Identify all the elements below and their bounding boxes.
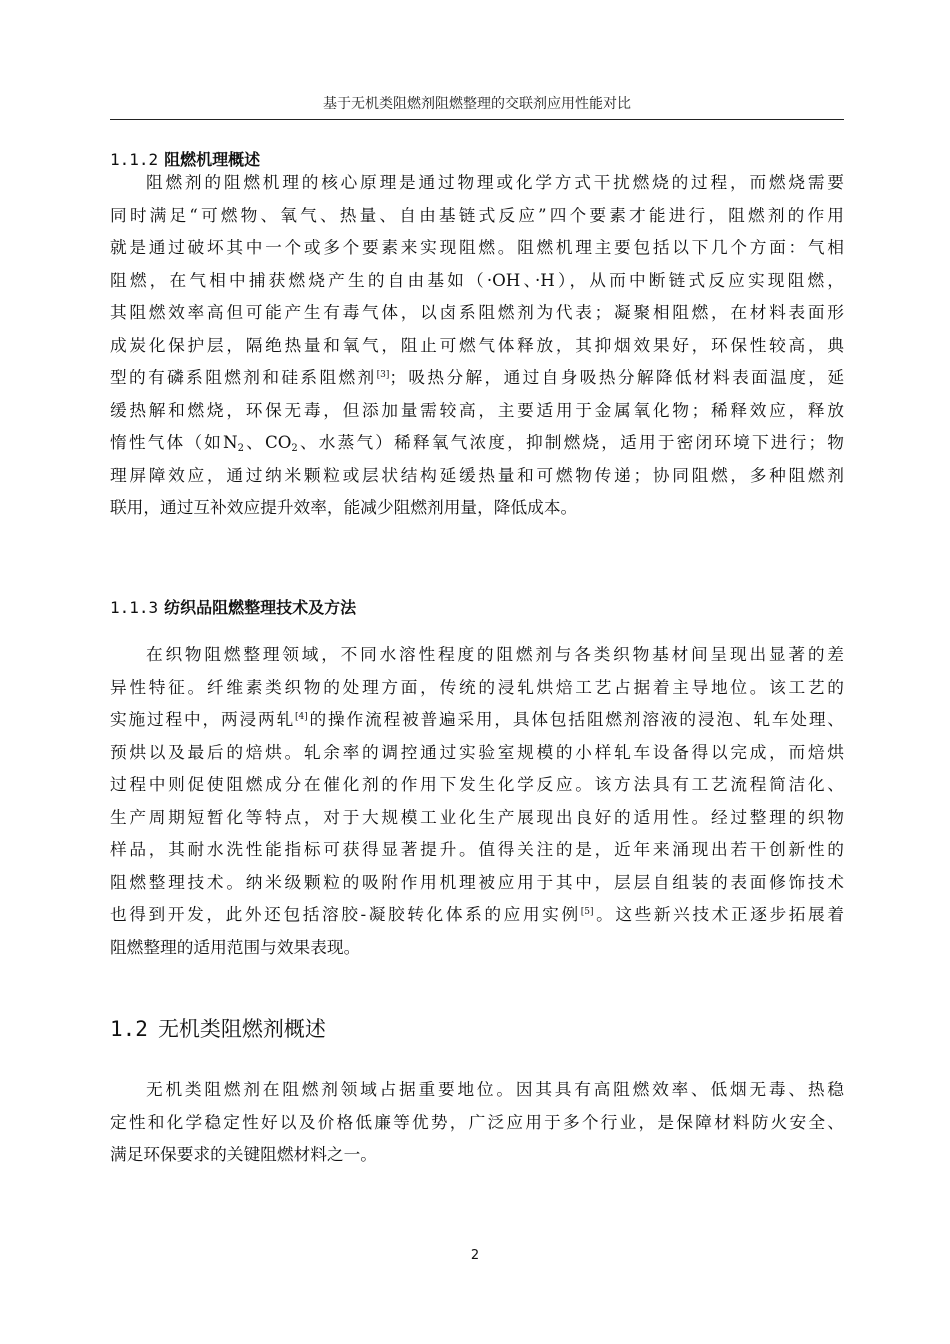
text-segment: 惰性气体（如N xyxy=(110,432,238,452)
section-heading-1-1-3 xyxy=(110,598,356,618)
text-segment: 的操作流程被普遍采用，具体包括阻燃剂溶液的浸泡、轧车处理、 xyxy=(307,709,844,729)
text-line xyxy=(110,898,844,931)
paragraph-inorganic-overview xyxy=(110,1073,844,1171)
text-segment: 、CO xyxy=(243,432,292,452)
citation-3: [3] xyxy=(376,370,390,380)
header-divider xyxy=(110,119,844,120)
section-number: 1.1.2 xyxy=(110,150,159,169)
section-number: 1.2 xyxy=(110,1017,148,1041)
text-line: 预烘以及最后的焙烘。轧余率的调控通过实验室规模的小样轧车设备得以完成，而焙烘 xyxy=(110,741,844,762)
subscript: 2 xyxy=(291,443,298,454)
text-line xyxy=(110,703,844,736)
text-line: 阻燃整理的适用范围与效果表现。 xyxy=(110,936,361,957)
text-line: 生产周期短暂化等特点，对于大规模工业化生产展现出良好的适用性。经过整理的织物 xyxy=(110,806,844,827)
text-segment: 实施过程中，两浸两轧 xyxy=(110,709,295,729)
paragraph-finishing-techniques xyxy=(110,638,844,963)
text-line xyxy=(110,361,844,394)
section-title: 纺织品阻燃整理技术及方法 xyxy=(164,598,357,617)
text-line: 联用，通过互补效应提升效率，能减少阻燃剂用量，降低成本。 xyxy=(110,497,578,517)
text-segment: ；吸热分解，通过自身吸热分解降低材料表面温度，延 xyxy=(389,367,845,387)
text-line: 无机类阻燃剂在阻燃剂领域占据重要地位。因其具有高阻燃效率、低烟无毒、热稳 xyxy=(146,1079,844,1099)
text-line: 异性特征。纤维素类织物的处理方面，传统的浸轧烘焙工艺占据着主导地位。该工艺的 xyxy=(110,676,844,697)
text-line: 其阻燃效率高但可能产生有毒气体，以卤系阻燃剂为代表；凝聚相阻燃，在材料表面形 xyxy=(110,302,844,322)
section-title: 无机类阻燃剂概述 xyxy=(157,1017,326,1041)
text-line: 过程中则促使阻燃成分在催化剂的作用下发生化学反应。该方法具有工艺流程简洁化、 xyxy=(110,774,844,794)
text-line: 阻燃整理技术。纳米级颗粒的吸附作用机理被应用于其中，层层自组装的表面修饰技术 xyxy=(110,871,844,892)
text-line: 理屏障效应，通过纳米颗粒或层状结构延缓热量和可燃物传递；协同阻燃，多种阻燃剂 xyxy=(110,464,844,485)
text-line: 同时满足“可燃物、氧气、热量、自由基链式反应”四个要素才能进行，阻燃剂的作用 xyxy=(110,204,844,225)
subscript: 2 xyxy=(237,443,244,454)
text-segment: 。这些新兴技术正逐步拓展着 xyxy=(593,904,845,924)
text-line: 在织物阻燃整理领域，不同水溶性程度的阻燃剂与各类织物基材间呈现出显著的差 xyxy=(146,644,844,664)
text-line: 成炭化保护层，隔绝热量和氧气，阻止可燃气体释放，其抑烟效果好，环保性较高，典 xyxy=(110,334,844,355)
section-heading-1-2 xyxy=(110,1016,326,1042)
section-number: 1.1.3 xyxy=(110,598,159,617)
text-segment: 型的有磷系阻燃剂和硅系阻燃剂 xyxy=(110,367,377,387)
text-line: 阻燃剂的阻燃机理的核心原理是通过物理或化学方式干扰燃烧的过程，而燃烧需要 xyxy=(146,172,844,192)
citation-4: [4] xyxy=(294,712,308,722)
paragraph-flame-retardant-mechanism xyxy=(110,166,844,524)
text-line: 就是通过破坏其中一个或多个要素来实现阻燃。阻燃机理主要包括以下几个方面：气相 xyxy=(110,237,844,257)
text-segment: 也得到开发，此外还包括溶胶-凝胶转化体系的应用实例 xyxy=(110,904,581,924)
text-line: 满足环保要求的关键阻燃材料之一。 xyxy=(110,1144,377,1164)
running-header-title: 基于无机类阻燃剂阻燃整理的交联剂应用性能对比 xyxy=(323,96,631,112)
citation-5: [5] xyxy=(580,907,594,917)
text-segment: 、水蒸气）稀释氧气浓度，抑制燃烧，适用于密闭环境下进行；物 xyxy=(297,432,844,452)
text-line: 缓热解和燃烧，环保无毒，但添加量需较高，主要适用于金属氧化物；稀释效应，释放 xyxy=(110,399,844,420)
text-line xyxy=(110,426,844,459)
section-title: 阻燃机理概述 xyxy=(164,150,261,169)
text-line: 定性和化学稳定性好以及价格低廉等优势，广泛应用于多个行业，是保障材料防火安全、 xyxy=(110,1111,844,1132)
text-line: 样品，其耐水洗性能指标可获得显著提升。值得关注的是，近年来涌现出若干创新性的 xyxy=(110,839,844,859)
text-line: 阻燃，在气相中捕获燃烧产生的自由基如（·OH、·H），从而中断链式反应实现阻燃， xyxy=(110,269,844,290)
page-number: 2 xyxy=(470,1248,480,1263)
